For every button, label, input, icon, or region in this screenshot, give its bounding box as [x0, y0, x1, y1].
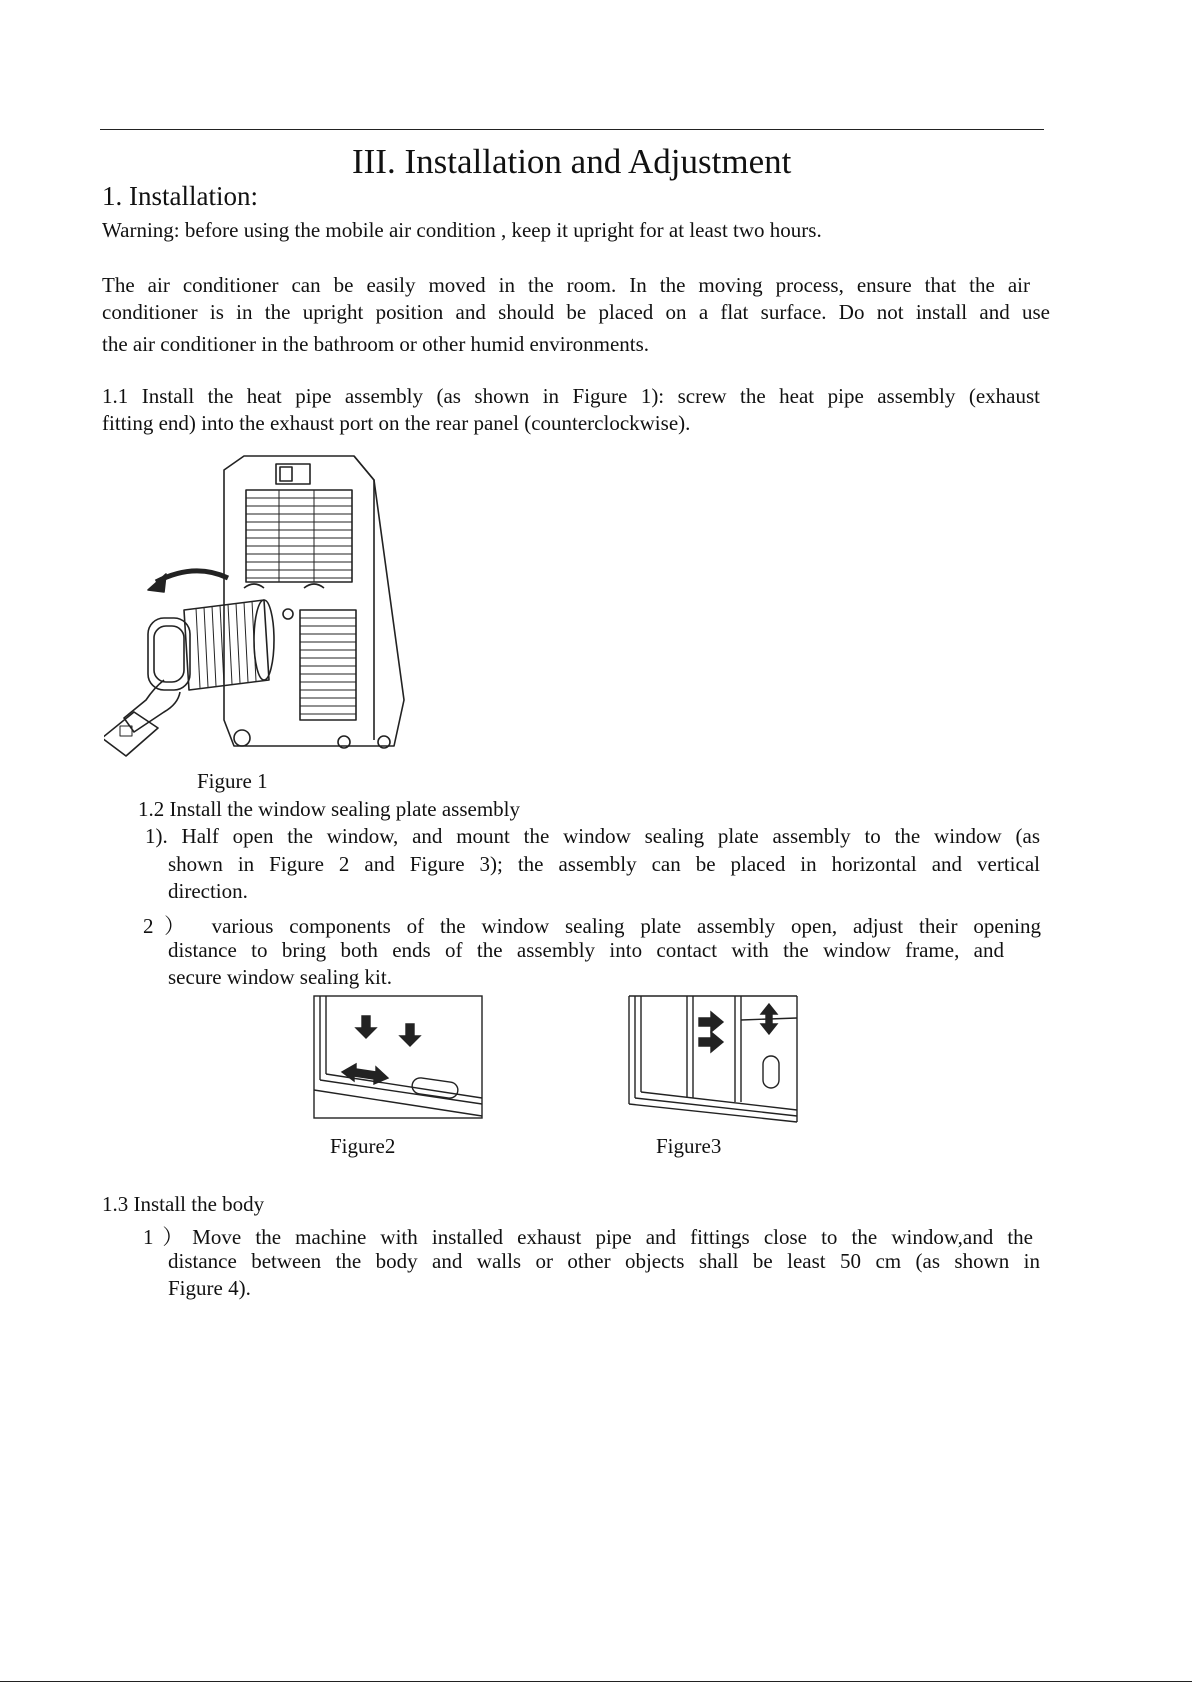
- step-1-3-item-1-line-1: 1）Move the machine with installed exhaust pipe and fittings close to the window,and the: [143, 1225, 1033, 1249]
- step-1-2-title: 1.2 Install the window sealing plate assembly: [138, 797, 521, 821]
- section-title: 1. Installation:: [102, 181, 258, 211]
- step-1-1-line-2: fitting end) into the exhaust port on the rear panel (counterclockwise).: [102, 411, 691, 435]
- step-1-3-item-1-line-2: distance between the body and walls or other objects shall be least 50 cm (as shown in: [168, 1249, 1040, 1273]
- figure-1-caption: Figure 1: [197, 769, 268, 793]
- intro-line-3: the air conditioner in the bathroom or other humid environments.: [102, 332, 650, 356]
- portable-ac-exhaust-hose-illustration: [104, 450, 414, 760]
- figure-2-caption: Figure2: [330, 1134, 396, 1158]
- step-1-2-item-2-line-3: secure window sealing kit.: [168, 965, 392, 989]
- page-heading: III. Installation and Adjustment: [352, 142, 792, 181]
- step-1-2-item-1-line-1: 1). Half open the window, and mount the window sealing plate assembly to the window (as: [145, 824, 1040, 848]
- step-1-3-title: 1.3 Install the body: [102, 1192, 265, 1216]
- step-1-2-item-2-line-1: 2） various components of the window sealing plate assembly open, adjust their opening: [143, 914, 1041, 938]
- intro-line-1: The air conditioner can be easily moved in the room. In the moving process, ensure that the air: [102, 273, 1030, 297]
- step-1-2-item-1-line-2: shown in Figure 2 and Figure 3); the assembly can be placed in horizontal and vertical: [168, 852, 1040, 876]
- header-rule: [100, 129, 1044, 130]
- horizontal-window-kit-illustration: [312, 994, 484, 1120]
- warning-text: Warning: before using the mobile air condition , keep it upright for at least two hours.: [102, 218, 822, 242]
- step-1-2-item-2-line-2: distance to bring both ends of the assembly into contact with the window frame, and: [168, 938, 1004, 962]
- vertical-window-kit-illustration: [627, 994, 799, 1124]
- figure-3-caption: Figure3: [656, 1134, 722, 1158]
- footer-rule: [0, 1681, 1192, 1682]
- intro-line-2: conditioner is in the upright position and should be placed on a flat surface. Do not install and use: [102, 300, 1050, 324]
- step-1-3-item-1-line-3: Figure 4).: [168, 1276, 251, 1300]
- step-1-1-line-1: 1.1 Install the heat pipe assembly (as shown in Figure 1): screw the heat pipe assembly (exhaust: [102, 384, 1040, 408]
- step-1-2-item-1-line-3: direction.: [168, 879, 248, 903]
